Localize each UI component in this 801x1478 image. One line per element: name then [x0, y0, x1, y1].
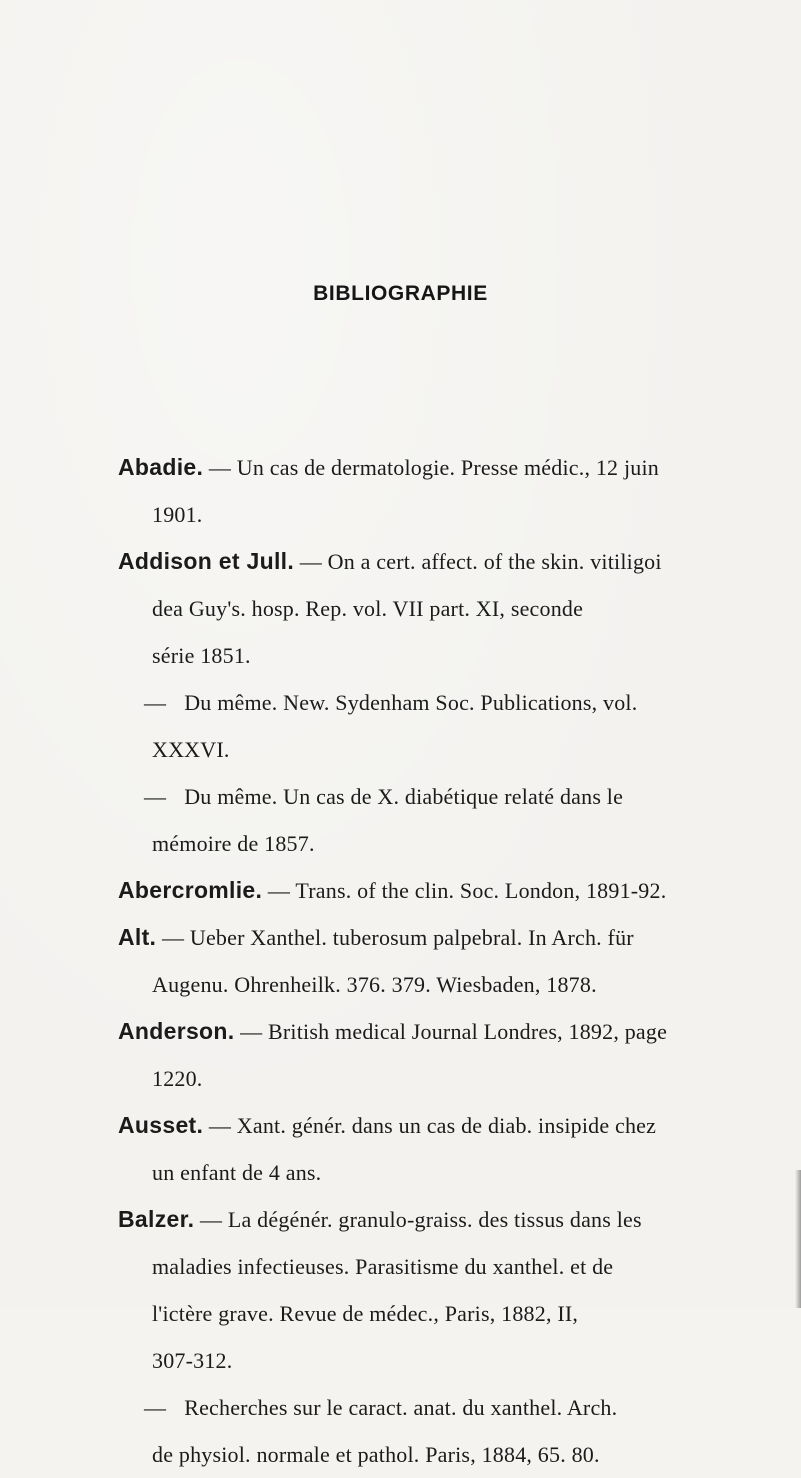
entry-line [118, 1384, 798, 1431]
entry-author: Abadie. [118, 454, 204, 480]
entry-continuation: 307-312. [152, 1348, 233, 1373]
ditto-dash: — [144, 1395, 167, 1420]
entry-continuation: de physiol. normale et pathol. Paris, 1884, 65. 80. [152, 1442, 600, 1467]
bibliography-entry [118, 444, 798, 538]
entry-continuation: l'ictère grave. Revue de médec., Paris, 1882, II, [152, 1301, 579, 1326]
entry-continuation: un enfant de 4 ans. [152, 1160, 322, 1185]
entry-text: — Trans. of the clin. Soc. London, 1891-92. [262, 878, 667, 903]
entry-continuation: XXXVI. [152, 737, 230, 762]
entry-author: Ausset. [118, 1112, 204, 1138]
entry-text: Du même. Un cas de X. diabétique relaté dans le [184, 784, 624, 809]
entry-continuation: dea Guy's. hosp. Rep. vol. VII part. XI, seconde [152, 596, 584, 621]
entry-continuation: Augenu. Ohrenheilk. 376. 379. Wiesbaden, 1878. [152, 972, 597, 997]
bibliography-entry [118, 773, 798, 867]
entry-line [118, 1008, 798, 1055]
entry-author: Anderson. [118, 1018, 235, 1044]
entry-continuation: série 1851. [152, 643, 251, 668]
entry-line [118, 444, 798, 491]
bibliography-entry [118, 867, 798, 914]
entry-text: — On a cert. affect. of the skin. vitiligoi [294, 549, 662, 574]
bibliography-entry [118, 538, 798, 679]
entry-author: Abercromlie. [118, 877, 263, 903]
entry-line [118, 867, 798, 914]
entry-author: Alt. [118, 924, 157, 950]
bibliography-entry [118, 1196, 798, 1384]
bibliography-entry [118, 914, 798, 1008]
bibliography-entry [118, 1008, 798, 1102]
entry-line [118, 773, 798, 820]
entry-text: — La dégénér. granulo-graiss. des tissus dans les [194, 1207, 642, 1232]
entry-text: — Xant. génér. dans un cas de diab. insipide chez [203, 1113, 657, 1138]
ditto-dash: — [144, 784, 167, 809]
entry-continuation: mémoire de 1857. [152, 831, 315, 856]
entry-continuation: 1901. [152, 502, 203, 527]
entry-line [118, 914, 798, 961]
bibliography-list [118, 444, 798, 1478]
entry-text: — Un cas de dermatologie. Presse médic., 12 juin [203, 455, 659, 480]
entry-continuation: maladies infectieuses. Parasitisme du xanthel. et de [152, 1254, 614, 1279]
entry-text: — British medical Journal Londres, 1892, page [234, 1019, 668, 1044]
ditto-dash: — [144, 690, 167, 715]
scan-edge-shadow [795, 1170, 801, 1308]
entry-line [118, 679, 798, 726]
bibliography-entry [118, 1102, 798, 1196]
entry-line [118, 1102, 798, 1149]
entry-text: — Ueber Xanthel. tuberosum palpebral. In Arch. für [156, 925, 634, 950]
entry-author: Addison et Jull. [118, 548, 295, 574]
entry-author: Balzer. [118, 1206, 195, 1232]
bibliography-entry [118, 1384, 798, 1478]
entry-continuation: 1220. [152, 1066, 203, 1091]
page-heading: BIBLIOGRAPHIE [313, 282, 488, 305]
entry-line [118, 1196, 798, 1243]
entry-line [118, 538, 798, 585]
bibliography-entry [118, 679, 798, 773]
entry-text: Du même. New. Sydenham Soc. Publications, vol. [184, 690, 638, 715]
entry-text: Recherches sur le caract. anat. du xanthel. Arch. [184, 1395, 618, 1420]
